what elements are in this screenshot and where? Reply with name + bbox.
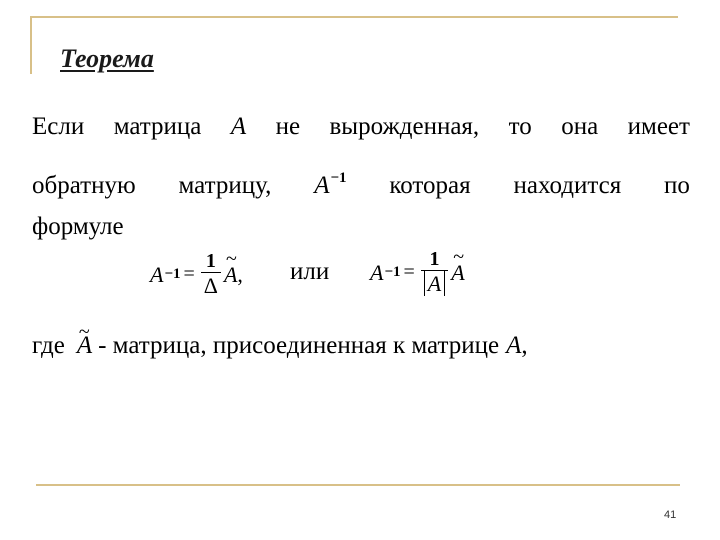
word: Если (32, 113, 85, 140)
text-line-3 (32, 212, 690, 242)
slide-title: Теорема (60, 44, 154, 73)
formula-comma: , (237, 261, 243, 287)
fraction-numerator: 1 (429, 248, 440, 270)
frame-left-rule (30, 16, 32, 74)
inverse-formula-determinant (370, 248, 465, 297)
fraction-numerator: 1 (205, 250, 216, 272)
word: имеет (627, 113, 690, 140)
inverse-formula-delta (150, 250, 243, 299)
word: находится (513, 172, 622, 199)
fraction-denominator: Δ (203, 273, 218, 298)
equals-sign: = (403, 261, 415, 283)
frame-top-rule (30, 16, 678, 18)
text-line-1 (32, 112, 690, 142)
word: то (508, 113, 532, 140)
frame-bottom-rule (36, 484, 680, 486)
matrix-variable: A (314, 172, 330, 199)
connector-word: или (290, 258, 330, 285)
word: где (32, 332, 65, 359)
inverse-exponent: −1 (330, 170, 347, 186)
text-line-5 (32, 331, 690, 361)
matrix-variable: A (506, 332, 522, 359)
word: обратную (32, 172, 136, 199)
equals-sign: = (183, 263, 195, 285)
formula-exponent: −1 (384, 264, 401, 280)
word: по (664, 172, 690, 199)
fraction (421, 248, 448, 297)
text-line-2 (32, 163, 690, 201)
fraction-denominator (421, 271, 448, 297)
page-number: 41 (664, 509, 677, 521)
inverse-matrix (314, 163, 346, 201)
word: которая (389, 172, 471, 199)
determinant-bars: A (424, 271, 445, 296)
word: вырожденная, (329, 113, 480, 140)
word: матрица (113, 113, 202, 140)
word: не (275, 113, 301, 140)
matrix-variable: A (230, 113, 247, 140)
adjugate-matrix: ~ A (451, 260, 464, 286)
word: она (561, 113, 599, 140)
adjugate-matrix: ~ A (77, 331, 92, 361)
definition-text: - матрица, присоединенная к матрице (98, 332, 500, 359)
adjugate-matrix: ~ A (224, 262, 237, 288)
word: матрицу, (178, 172, 272, 199)
fraction (201, 250, 221, 299)
end-comma: , (521, 332, 528, 359)
formula-exponent: −1 (164, 266, 181, 282)
formula-lhs: A (150, 261, 164, 287)
formula-lhs: A (370, 259, 384, 285)
word: формуле (32, 213, 124, 240)
